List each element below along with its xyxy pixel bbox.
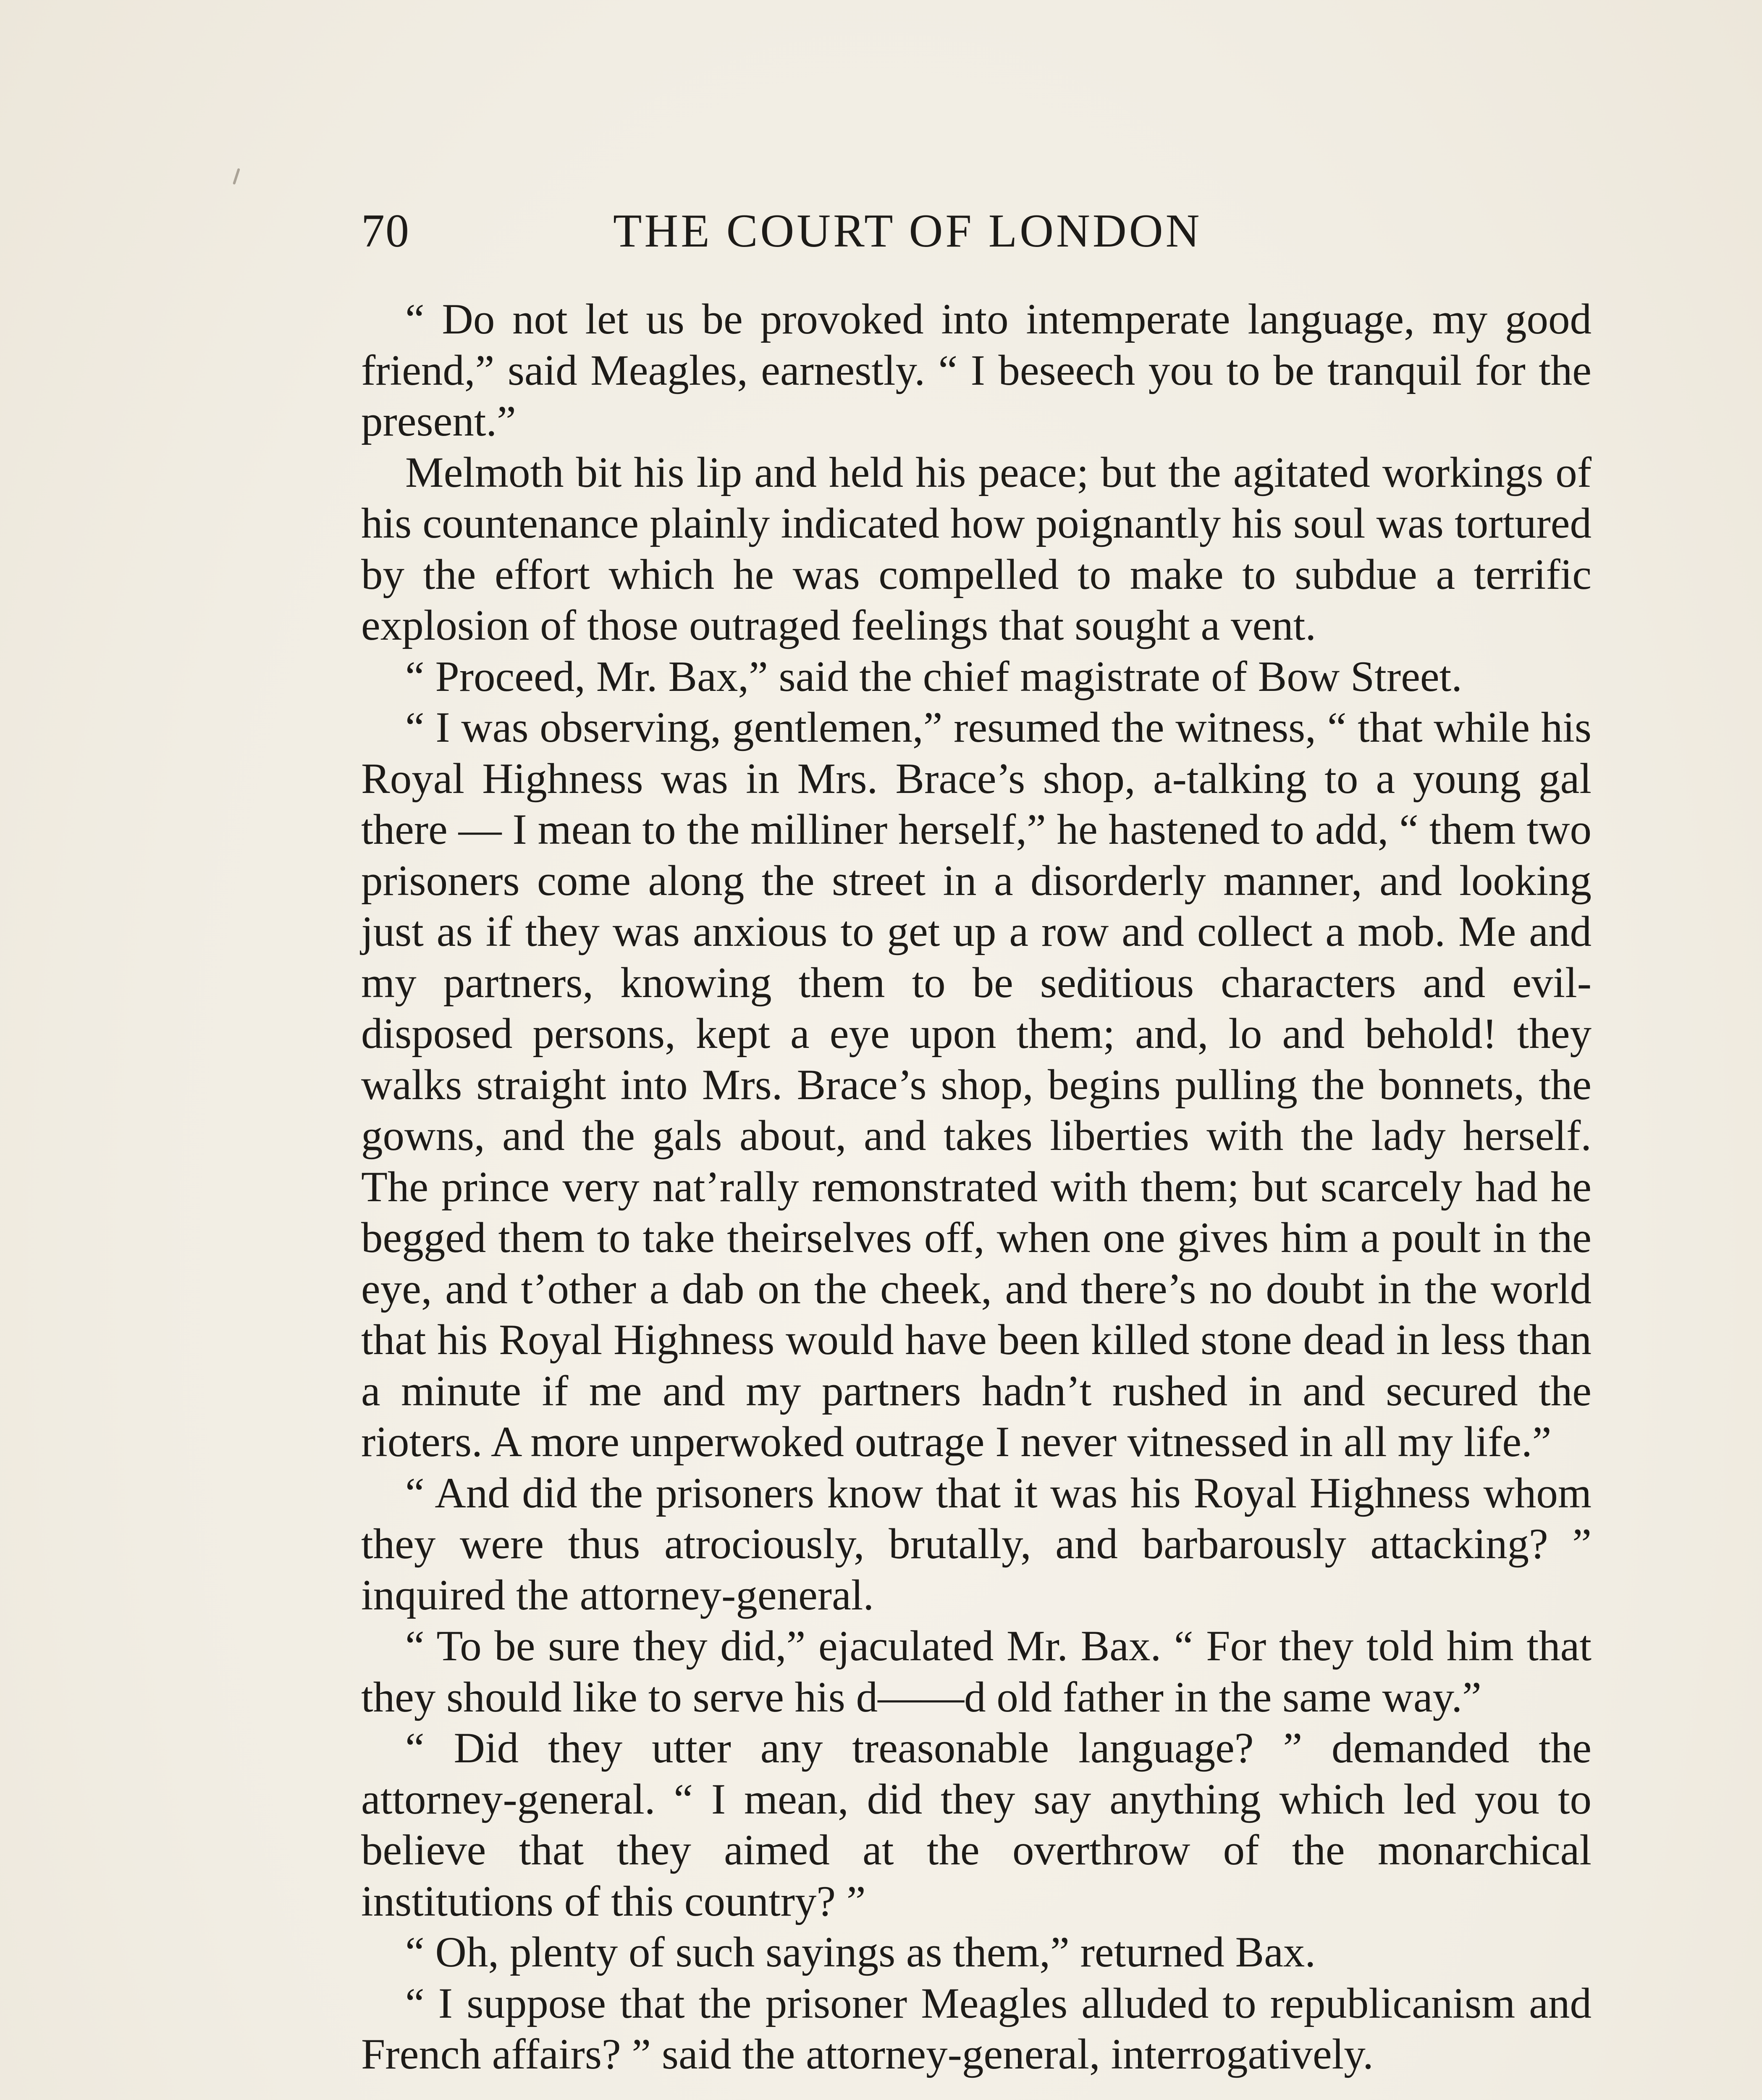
paragraph: “ Did they utter any treasonable language? ” demanded the attorney-general. “ I mean, did they say anything which led you to believe that they aimed at the overthrow of the monarchical institutions of this country? ”	[361, 1724, 1592, 1925]
paragraph: “ Do not let us be provoked into intemperate language, my good friend,” said Meagles, earnestly. “ I beseech you to be tranquil for the present.”	[361, 295, 1592, 445]
paper-speck	[233, 168, 240, 185]
paragraph: “ To be sure they did,” ejaculated Mr. Bax. “ For they told him that they should like to serve his d——d old father in the same way.”	[361, 1622, 1592, 1721]
body-text	[361, 294, 1592, 2080]
paragraph: “ I was observing, gentlemen,” resumed the witness, “ that while his Royal Highness was in Mrs. Brace’s shop, a-talking to a young gal there — I mean to the milliner herself,” he hastened to add, “ them two prisoners come along the street in a disorderly manner, and looking just as if they was anxious to get up a row and collect a mob. Me and my partners, knowing them to be seditious characters and evil-disposed persons, kept a eye upon them; and, lo and behold! they walks straight into Mrs. Brace’s shop, begins pulling the bonnets, the gowns, and the gals about, and takes liberties with the lady herself. The prince very nat’rally remonstrated with them; but scarcely had he begged them to take theirselves off, when one gives him a poult in the eye, and t’other a dab on the cheek, and there’s no doubt in the world that his Royal Highness would have been killed stone dead in less than a minute if me and my partners hadn’t rushed in and secured the rioters. A more unperwoked outrage I never vitnessed in all my life.”	[361, 704, 1592, 1466]
paragraph: “ Oh, plenty of such sayings as them,” returned Bax.	[405, 1928, 1316, 1976]
page-header	[361, 197, 1592, 265]
paragraph: “ I suppose that the prisoner Meagles alluded to republicanism and French affairs? ” said the attorney-general, interrogatively.	[361, 1979, 1592, 2078]
running-head: THE COURT OF LONDON	[613, 205, 1202, 257]
paragraph: Melmoth bit his lip and held his peace; but the agitated workings of his countenance plainly indicated how poignantly his soul was tortured by the effort which he was compelled to make to subdue a terrific explosion of those outraged feelings that sought a vent.	[361, 448, 1592, 649]
page-number: 70	[361, 205, 410, 257]
paragraph: “ Proceed, Mr. Bax,” said the chief magistrate of Bow Street.	[405, 652, 1463, 701]
paragraph: “ And did the prisoners know that it was his Royal Highness whom they were thus atrociously, brutally, and barbarously attacking? ” inquired the attorney-general.	[361, 1469, 1592, 1619]
